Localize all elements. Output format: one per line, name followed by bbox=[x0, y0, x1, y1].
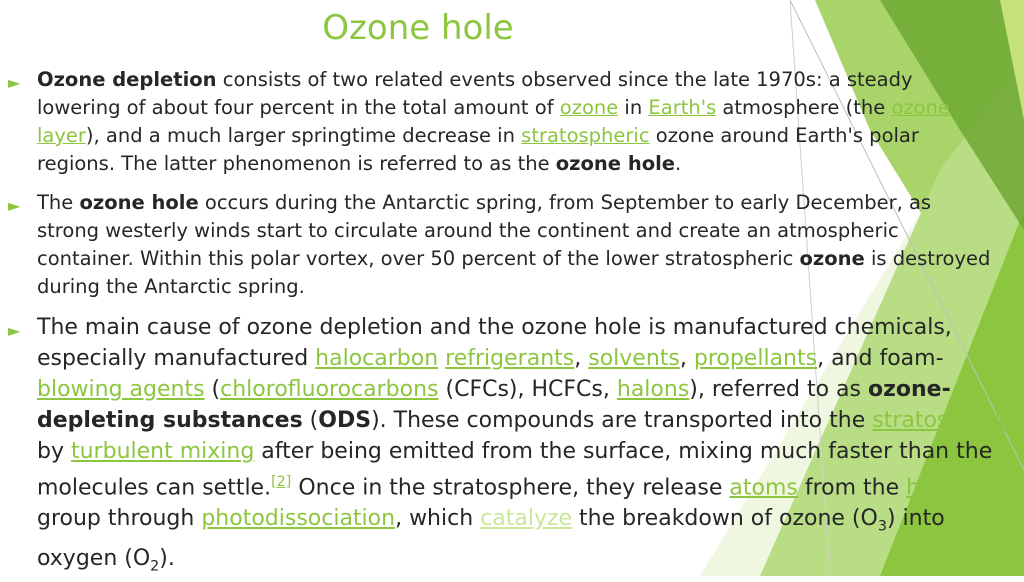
bullet-marker: ► bbox=[8, 321, 21, 340]
bullet-marker: ► bbox=[8, 73, 21, 92]
text: ), and a much larger springtime decrease in bbox=[85, 124, 522, 147]
link-ozone[interactable]: ozone bbox=[559, 96, 619, 119]
text: , and foam- bbox=[817, 346, 944, 371]
text: ) into oxygen (O bbox=[37, 506, 945, 571]
text: ( bbox=[204, 377, 221, 402]
link-blowing-agents[interactable]: blowing agents bbox=[37, 377, 205, 402]
link-turbulent-mixing[interactable]: turbulent mixing bbox=[70, 439, 255, 464]
bullet-marker: ► bbox=[8, 196, 21, 215]
text: (CFCs), HCFCs, bbox=[438, 377, 617, 402]
text: ). bbox=[159, 545, 175, 571]
slide-title: Ozone hole bbox=[322, 8, 514, 48]
paragraph-ozone-hole bbox=[37, 189, 997, 301]
text: ( bbox=[302, 408, 319, 433]
text: . bbox=[675, 152, 682, 175]
bold-term: ozone bbox=[799, 247, 865, 270]
link-stratosphere[interactable]: stratosphere bbox=[872, 408, 1012, 433]
text: Once in the stratosphere, they release bbox=[291, 475, 730, 501]
link-atoms[interactable]: atoms bbox=[729, 475, 798, 501]
paragraph-ozone-depletion bbox=[37, 66, 997, 178]
link-propellants[interactable]: propellants bbox=[693, 346, 818, 371]
text: group through bbox=[37, 506, 202, 532]
text: is destroyed during the Antarctic spring. bbox=[37, 247, 991, 298]
text: occurs during the Antarctic spring, from September to early December, as strong westerly winds start to circulate around the continent and create an atmospheric container. Within this polar vortex, over 50 percent of the lower stratospheric bbox=[37, 191, 932, 270]
bold-term: ozone-depleting substances bbox=[37, 377, 951, 433]
text: The bbox=[37, 191, 80, 214]
link-chlorofluorocarbons[interactable]: chlorofluorocarbons bbox=[220, 377, 439, 402]
bold-term: ozone hole bbox=[555, 152, 676, 175]
link-catalyze[interactable]: catalyze bbox=[480, 506, 573, 532]
text: atmosphere (the bbox=[716, 96, 892, 119]
link-solvents[interactable]: solvents bbox=[588, 346, 680, 371]
text: consists of two related events observed since the late 1970s: a steady lowering of about four percent in the total amount of bbox=[37, 68, 913, 119]
text: the breakdown of ozone (O bbox=[572, 506, 878, 532]
text: , which bbox=[395, 506, 481, 532]
text: ozone around Earth's polar regions. The latter phenomenon is referred to as the bbox=[37, 124, 919, 175]
link-halons[interactable]: halons bbox=[616, 377, 690, 402]
link-stratospheric[interactable]: stratospheric bbox=[521, 124, 650, 147]
link-earths[interactable]: Earth's bbox=[648, 96, 717, 119]
link-halogen[interactable]: halogen bbox=[906, 475, 995, 501]
text: by bbox=[37, 439, 71, 464]
text: ). These compounds are transported into the bbox=[371, 408, 873, 433]
text: after being emitted from the surface, mixing much faster than the molecules can settle. bbox=[37, 439, 993, 501]
bold-term: ODS bbox=[318, 408, 372, 433]
subscript: 2 bbox=[150, 558, 160, 575]
bold-term: Ozone depletion bbox=[37, 68, 217, 91]
reference-link[interactable]: [2] bbox=[271, 474, 292, 490]
link-ozone-layer[interactable]: ozone layer bbox=[37, 96, 950, 147]
text: The main cause of ozone depletion and the ozone hole is manufactured chemicals, especially manufactured bbox=[37, 315, 952, 371]
link-halocarbon[interactable]: halocarbon bbox=[315, 346, 439, 371]
text: in bbox=[618, 96, 649, 119]
subscript: 3 bbox=[877, 518, 887, 535]
link-photodissociation[interactable]: photodissociation bbox=[201, 506, 396, 532]
bold-term: ozone hole bbox=[79, 191, 199, 214]
text: , bbox=[574, 346, 589, 371]
text: from the bbox=[797, 475, 907, 501]
link-refrigerants[interactable]: refrigerants bbox=[445, 346, 575, 371]
paragraph-main-cause bbox=[37, 312, 1022, 582]
text: , bbox=[679, 346, 694, 371]
text: ), referred to as bbox=[689, 377, 868, 402]
